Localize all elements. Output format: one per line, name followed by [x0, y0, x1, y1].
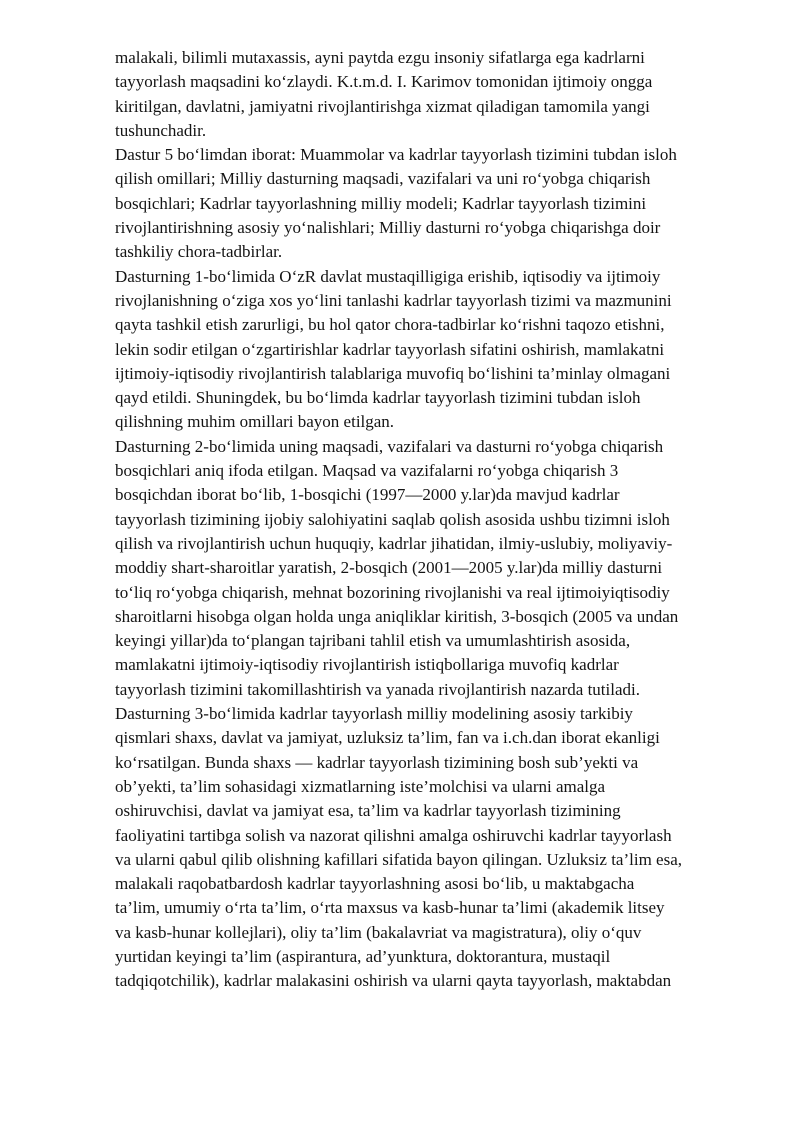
- text-line: qayd etildi. Shuningdek, bu bo‘limda kadrlar tayyorlash tizimini tubdan isloh: [115, 388, 641, 408]
- text-line: va ularni qabul qilib olishning kafillari sifatida bayon qilingan. Uzluksiz ta’lim esa,: [115, 849, 683, 869]
- text-line: tayyorlash maqsadini ko‘zlaydi. K.t.m.d. I. Karimov tomonidan ijtimoiy ongga: [115, 72, 653, 92]
- text-line: tayyorlash tizimini takomillashtirish va yanada rivojlantirish nazarda tutiladi.: [115, 679, 640, 699]
- text-line: ko‘rsatilgan. Bunda shaxs — kadrlar tayyorlash tizimining bosh sub’yekti va: [115, 752, 639, 772]
- text-line: ijtimoiy-iqtisodiy rivojlantirish talablariga muvofiq bo‘lishini ta’minlay olmagani: [115, 363, 671, 383]
- text-line: qilishning muhim omillari bayon etilgan.: [115, 412, 395, 432]
- text-line: ta’lim, umumiy o‘rta ta’lim, o‘rta maxsus va kasb-hunar ta’limi (akademik litsey: [115, 898, 665, 918]
- text-line: tushunchadir.: [115, 120, 207, 140]
- text-line: lekin sodir etilgan o‘zgartirishlar kadrlar tayyorlash sifatini oshirish, mamlakatni: [115, 339, 665, 359]
- text-line: keyingi yillar)da to‘plangan tajribani tahlil etish va umumlashtirish asosida,: [115, 631, 631, 651]
- text-line: bosqichlari; Kadrlar tayyorlashning milliy modeli; Kadrlar tayyorlash tizimini: [115, 193, 647, 213]
- text-line: tadqiqotchilik), kadrlar malakasini oshirish va ularni qayta tayyorlash, maktabdan: [115, 971, 672, 991]
- text-line: malakali raqobatbardosh kadrlar tayyorlashning asosi bo‘lib, u maktabgacha: [115, 874, 635, 894]
- text-line: qilish omillari; Milliy dasturning maqsadi, vazifalari va uni ro‘yobga chiqarish: [115, 169, 651, 189]
- document-page: [115, 46, 755, 994]
- text-line: sharoitlarni hisobga olgan holda unga aniqliklar kiritish, 3-bosqich (2005 va undan: [115, 606, 679, 626]
- text-line: kiritilgan, davlatni, jamiyatni rivojlantirishga xizmat qiladigan tamomila yangi: [115, 96, 650, 116]
- text-line: qismlari shaxs, davlat va jamiyat, uzluksiz ta’lim, fan va i.ch.dan iborat ekanligi: [115, 728, 660, 748]
- text-line: va kasb-hunar kollejlari), oliy ta’lim (bakalavriat va magistratura), oliy o‘quv: [115, 922, 642, 942]
- text-line: bosqichdan iborat bo‘lib, 1-bosqichi (1997—2000 y.lar)da mavjud kadrlar: [115, 485, 620, 505]
- text-line: bosqichlari aniq ifoda etilgan. Maqsad va vazifalarni ro‘yobga chiqarish 3: [115, 461, 619, 481]
- text-line: rivojlanishning o‘ziga xos yo‘lini tanlashi kadrlar tayyorlash tizimi va mazmunini: [115, 290, 672, 310]
- text-line: faoliyatini tartibga solish va nazorat qilishni amalga oshiruvchi kadrlar tayyorlash: [115, 825, 672, 845]
- text-line: Dasturning 1-bo‘limida O‘zR davlat mustaqilligiga erishib, iqtisodiy va ijtimoiy: [115, 266, 661, 286]
- text-line: to‘liq ro‘yobga chiqarish, mehnat bozorining rivojlanishi va real ijtimoiyiqtisodiy: [115, 582, 670, 602]
- text-line: mamlakatni ijtimoiy-iqtisodiy rivojlantirish istiqbollariga muvofiq kadrlar: [115, 655, 619, 675]
- text-line: Dastur 5 bo‘limdan iborat: Muammolar va kadrlar tayyorlash tizimini tubdan isloh: [115, 145, 677, 165]
- text-line: Dasturning 2-bo‘limida uning maqsadi, vazifalari va dasturni ro‘yobga chiqarish: [115, 436, 664, 456]
- text-line: oshiruvchisi, davlat va jamiyat esa, ta’lim va kadrlar tayyorlash tizimining: [115, 801, 621, 821]
- text-line: yurtidan keyingi ta’lim (aspirantura, ad’yunktura, doktorantura, mustaqil: [115, 946, 611, 966]
- text-line: moddiy shart-sharoitlar yaratish, 2-bosqich (2001—2005 y.lar)da milliy dasturni: [115, 558, 663, 578]
- text-line: tashkiliy chora-tadbirlar.: [115, 242, 283, 262]
- text-line: tayyorlash tizimining ijobiy salohiyatini saqlab qolish asosida ushbu tizimni isloh: [115, 509, 670, 529]
- text-line: qilish va rivojlantirish uchun huquqiy, kadrlar jihatidan, ilmiy-uslubiy, moliyaviy-: [115, 533, 673, 553]
- text-line: ob’yekti, ta’lim sohasidagi xizmatlarning iste’molchisi va ularni amalga: [115, 776, 606, 796]
- text-line: malakali, bilimli mutaxassis, ayni paytda ezgu insoniy sifatlarga ega kadrlarni: [115, 48, 645, 67]
- text-line: Dasturning 3-bo‘limida kadrlar tayyorlash milliy modelining asosiy tarkibiy: [115, 704, 633, 724]
- text-line: qayta tashkil etish zarurligi, bu hol qator chora-tadbirlar ko‘rishni taqozo etishni,: [115, 315, 665, 335]
- text-line: rivojlantirishning asosiy yo‘nalishlari; Milliy dasturni ro‘yobga chiqarishga doir: [115, 218, 661, 238]
